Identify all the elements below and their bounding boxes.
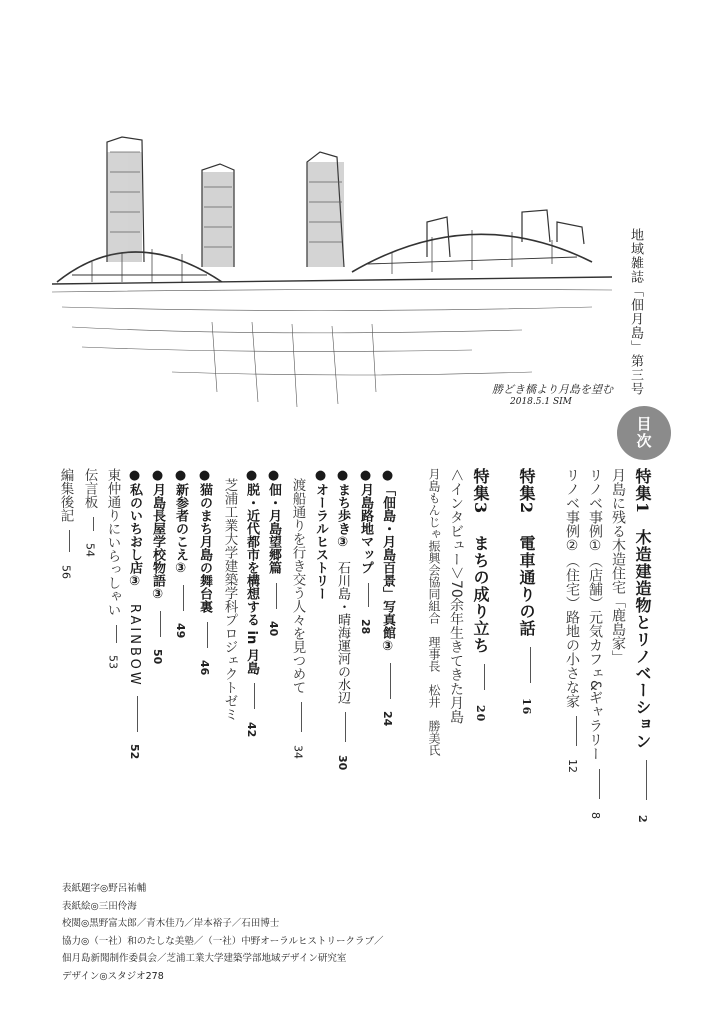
cover-sketch bbox=[52, 92, 612, 427]
toc-f1-item3[interactable] bbox=[565, 468, 579, 773]
s10-page: 52 bbox=[128, 744, 141, 760]
leader-line bbox=[599, 769, 600, 799]
f1-item3-page: 12 bbox=[566, 758, 579, 773]
credit-line: 佃月島新聞制作委員会／芝浦工業大学建築学部地域デザイン研究室 bbox=[62, 953, 347, 965]
feature3-label: 特集3 bbox=[471, 468, 490, 515]
f1-item2-page: 8 bbox=[589, 811, 602, 819]
s13-text: 編集後記 bbox=[57, 468, 74, 522]
s8-page: 49 bbox=[174, 623, 187, 639]
feature1-title: 木造建造物とリノベーション bbox=[633, 528, 652, 750]
toc-s2[interactable] bbox=[359, 468, 372, 634]
toc-badge bbox=[617, 406, 671, 460]
toc-s8[interactable] bbox=[174, 468, 187, 638]
toc-f3-item2[interactable] bbox=[428, 468, 440, 756]
s12-text: 伝言板 bbox=[81, 468, 98, 509]
toc-feature1[interactable] bbox=[634, 468, 650, 824]
s1-text: ●「佃島・月島百景」写真館③ bbox=[380, 468, 395, 654]
toc-s6[interactable] bbox=[245, 468, 258, 737]
s10-text: ●私のいちおし店③ bbox=[127, 468, 142, 589]
s1-page: 24 bbox=[381, 711, 394, 727]
s9-page: 50 bbox=[151, 649, 164, 665]
f3-item1-text: ＜インタビュー＞70余年生きてきた月島 bbox=[448, 468, 464, 724]
s4b-page: 34 bbox=[291, 744, 305, 759]
toc-s6b[interactable] bbox=[222, 478, 236, 721]
s6-page: 42 bbox=[245, 721, 258, 738]
leader-line bbox=[160, 611, 161, 637]
s12-page: 54 bbox=[83, 543, 97, 558]
toc-s13[interactable] bbox=[58, 468, 72, 579]
feature2-title: 電車通りの話 bbox=[517, 534, 536, 637]
toc-s4[interactable] bbox=[314, 468, 327, 600]
toc-s4b[interactable] bbox=[290, 478, 304, 759]
f1-item2-text: リノベ事例①（店舗）元気カフェ&ギャラリー bbox=[587, 468, 603, 761]
magazine-title: 地域雑誌「佃月島」第三号 bbox=[628, 228, 643, 396]
toc-s11[interactable] bbox=[105, 468, 119, 669]
toc-f1-item2[interactable] bbox=[588, 468, 602, 819]
leader-line bbox=[576, 716, 577, 746]
s9-text: ●月島長屋学校物語③ bbox=[150, 468, 165, 602]
s3-label: ●まち歩き③ bbox=[335, 468, 350, 550]
feature3-page: 20 bbox=[474, 704, 487, 723]
toc-s3[interactable] bbox=[336, 468, 349, 770]
s10-sub: RAINBOW bbox=[127, 603, 142, 688]
f1-item1-text: 月島に残る木造住宅「鹿島家」 bbox=[610, 468, 626, 664]
sketch-caption bbox=[492, 381, 613, 407]
s6-text: ●脱・近代都市を構想する in 月島 bbox=[244, 468, 259, 675]
toc-feature3[interactable] bbox=[472, 468, 488, 722]
sketch-caption-title: 勝どき橋より月島を望む bbox=[492, 383, 613, 396]
leader-line bbox=[254, 683, 255, 709]
leader-line bbox=[116, 625, 117, 643]
toc-s12[interactable] bbox=[82, 468, 96, 557]
s4b-text: 渡船通りを行き交う人々を見つめて bbox=[289, 478, 306, 694]
toc-feature2[interactable] bbox=[518, 468, 534, 715]
s8-text: ●新参者のこえ③ bbox=[173, 468, 188, 576]
leader-line bbox=[69, 530, 70, 552]
toc-s9[interactable] bbox=[151, 468, 164, 664]
leader-line bbox=[276, 583, 277, 609]
f3-item2-text: 月島もんじゃ振興会協同組合 理事長 松井 勝美氏 bbox=[427, 468, 441, 756]
feature1-label: 特集1 bbox=[633, 468, 652, 515]
credit-line: 表紙題字◎野呂祐輔 bbox=[62, 883, 147, 894]
credit-line: デザイン◎スタジオ278 bbox=[62, 970, 164, 982]
leader-line bbox=[93, 517, 94, 531]
feature3-title: まちの成り立ち bbox=[471, 534, 490, 654]
toc-f1-item1[interactable] bbox=[611, 468, 625, 664]
s11-text: 東仲通りにいらっしゃい bbox=[104, 468, 121, 617]
leader-line bbox=[183, 585, 184, 611]
toc-f3-item1[interactable] bbox=[449, 468, 463, 724]
leader-line bbox=[530, 647, 531, 683]
toc-s1[interactable] bbox=[381, 468, 394, 726]
leader-line bbox=[484, 664, 485, 690]
s2-page: 28 bbox=[359, 619, 372, 635]
feature2-page: 16 bbox=[520, 697, 533, 716]
sketch-caption-date: 2018.5.1 SIM bbox=[510, 397, 572, 407]
toc-s10[interactable] bbox=[128, 468, 141, 760]
credit-line: 校閲◎黒野富太郎／青木佳乃／岸本裕子／石田博士 bbox=[62, 918, 280, 930]
s11-page: 53 bbox=[106, 655, 120, 670]
bridge-illustration bbox=[52, 92, 612, 427]
s5-text: ●佃・月島望郷篇 bbox=[266, 468, 281, 574]
s6b-text: 芝浦工業大学建築学科プロジェクトゼミ bbox=[221, 478, 238, 721]
leader-line bbox=[345, 712, 346, 742]
s3-page: 30 bbox=[336, 754, 349, 770]
feature1-page: 2 bbox=[636, 814, 649, 824]
s2-text: ●月島路地マップ bbox=[358, 468, 373, 574]
leader-line bbox=[137, 696, 138, 732]
leader-line bbox=[390, 663, 391, 699]
credit-line: 表紙絵◎三田伶海 bbox=[62, 900, 137, 912]
s5-page: 40 bbox=[267, 621, 280, 637]
leader-line bbox=[646, 760, 647, 800]
leader-line bbox=[368, 583, 369, 607]
f1-item3-text: リノベ事例②（住宅）路地の小さな家 bbox=[564, 468, 580, 708]
feature2-label: 特集2 bbox=[517, 468, 536, 515]
credits bbox=[62, 880, 384, 986]
s4-text: ●オーラルヒストリー bbox=[313, 468, 328, 600]
toc-badge-label: 目次 bbox=[634, 416, 653, 450]
s13-page: 56 bbox=[59, 564, 73, 579]
toc-s7[interactable] bbox=[198, 468, 211, 675]
leader-line bbox=[207, 622, 208, 648]
s7-page: 46 bbox=[198, 660, 211, 676]
s7-text: ●猫のまち月島の舞台裏 bbox=[197, 468, 212, 613]
credit-line: 協力◎（一社）和のたしな美塾／（一社）中野オーラルヒストリークラブ／ bbox=[62, 935, 384, 947]
toc-s5[interactable] bbox=[267, 468, 280, 636]
s3-text: 石川島・晴海運河の水辺 bbox=[335, 560, 350, 704]
leader-line bbox=[301, 702, 302, 732]
